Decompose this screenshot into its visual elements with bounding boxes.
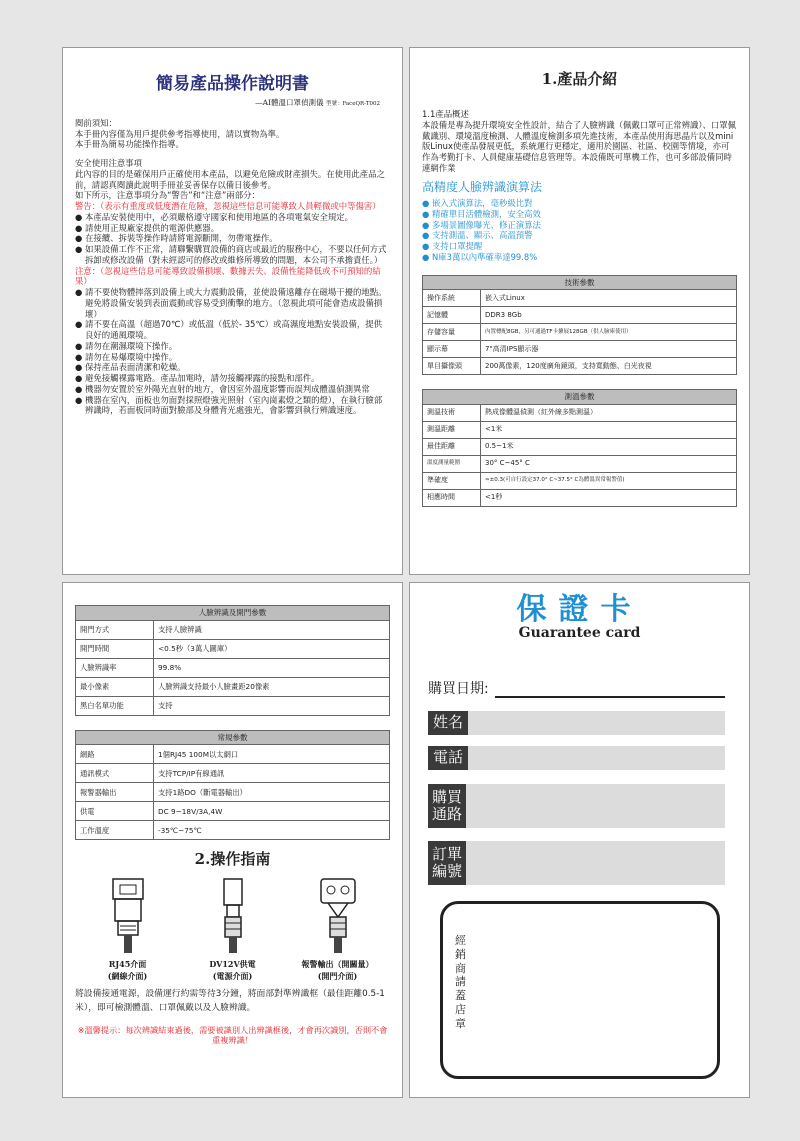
rj45-icon: [105, 877, 151, 955]
manual-title: 簡易產品操作說明書: [156, 74, 309, 94]
dc-plug-icon: [210, 877, 256, 955]
table-header: 人臉辨識及開門參數: [76, 606, 390, 621]
date-label: 購買日期:: [428, 681, 489, 698]
table-row: 報警器輸出 支持1路DO（斷電器輸出）: [76, 783, 390, 802]
temp-table: [422, 389, 737, 507]
table-row: 測溫距離 <1米: [423, 421, 737, 438]
safety-text: 此內容的目的是確保用戶正確使用本產品，以避免危險或財產損失。在使用此產品之前，請認真閱讀此說明手冊並妥善保存以備日後參考。: [75, 168, 385, 190]
list-item: ● 請勿在潮濕環境下操作。: [75, 340, 178, 351]
table-row: 顯示幕 7"高清IPS顯示器: [423, 341, 737, 358]
notice-head: 閱前須知：: [75, 117, 117, 128]
warning-label: 警告：（表示有重度或低度潛在危險，忽視這些信息可能導致人員輕微或中等傷害）: [75, 201, 381, 212]
list-item: ● 如果設備工作不正常，請聯繫購買設備的商店或最近的服務中心，不要以任何方式拆卸或修改設備（對未經認可的修改或維修所導致的問題，本公司不承擔責任。）: [75, 244, 387, 265]
algo-head: 高精度人臉辨識演算法: [422, 179, 543, 194]
field-box[interactable]: [468, 711, 725, 735]
connector-label: DV12V供電 (電源介面): [209, 959, 256, 982]
list-item: ● 請不要在高溫（超過70℃）或低溫（低於- 35℃）或高濕度地點安裝設備，提供良好的通風環境。: [75, 319, 383, 341]
algo-list: [422, 198, 737, 263]
notice-line: 本手冊內容僅為用戶提供參考指導使用，請以實物為準。: [75, 128, 285, 139]
warning-list: [75, 212, 390, 266]
table-row: 供電 DC 9~18V/3A,4W: [76, 802, 390, 821]
table-row: 開門時間 <0.5秒（3萬人圖庫）: [76, 639, 390, 658]
table-row: 黑白名單功能 支持: [76, 696, 390, 715]
card-subtitle: Guarantee card: [518, 625, 641, 642]
model-number: 型號：FaceQR-T002: [325, 100, 380, 107]
alarm-connector: [288, 877, 388, 982]
guide-title: 2.操作指南: [194, 850, 271, 869]
list-item: ● 機器在室內，面板也勿面對採照燈強光照射（室內崗素燈之類的燈），在執行臉部辨識時，若面板同時面對臉部及身體背光處強光，會影響到執行辨識速度。: [75, 394, 383, 416]
list-item: ● 請不要使物體摔落到設備上或大力震動設備，並使設備遠離存在磁場干擾的地點。避免將設備安裝到表面震動或容易受到衝擊的地方。（忽視此項可能會造成設備損壞）: [75, 287, 387, 319]
list-item: ● 請使用正規廠家提供的電源供應器。: [75, 222, 219, 233]
list-item: ● 機器勿安置於室外陽光直射的地方，會因室外溫度影響而誤判成體溫偵測異常: [75, 383, 370, 394]
table-row: 記憶體 DDR3 8Gb: [423, 307, 737, 324]
field-channel: [428, 784, 725, 828]
table-row: 操作系統 嵌入式Linux: [423, 290, 737, 307]
list-item: ● 精確單目活體檢測，安全高效: [422, 208, 541, 219]
table-row: 溫度測量範圍 30° C~45° C: [423, 455, 737, 472]
tip-text: ※溫馨提示：每次辨識結束過後，需要被識別人出辨識框後，才會再次識別，否則不會重複辨識！: [77, 1024, 388, 1046]
card-title: 保證卡: [516, 592, 643, 627]
field-label: 購買通路: [428, 784, 466, 828]
table-header: 常規參數: [76, 730, 390, 745]
connector-diagram: [75, 877, 390, 982]
dc-connector: [183, 877, 283, 982]
list-item: ● 支持口罩提醒: [422, 241, 483, 252]
overview-head: 1.1產品概述: [422, 109, 469, 120]
general-table: [75, 730, 390, 841]
dealer-stamp-box[interactable]: [440, 901, 720, 1079]
table-row: 相應時間 <1秒: [423, 489, 737, 506]
field-box[interactable]: [466, 784, 725, 828]
manual-subtitle: —AI體溫口罩偵測儀 型號：FaceQR-T002: [255, 97, 380, 107]
table-row: 存儲容量 內置標配8GB，另可通過TF卡擴展128GB（供人臉庫使用）: [423, 324, 737, 341]
terminal-icon: [315, 877, 361, 955]
list-item: ● N庫3萬以內準確率達99.8%: [422, 251, 538, 262]
table-row: 網路 1個RJ45 100M以太網口: [76, 745, 390, 764]
intro-panel: [409, 47, 750, 575]
field-box[interactable]: [466, 841, 725, 885]
list-item: ● 請勿在易爆環境中操作。: [75, 351, 178, 362]
field-order: [428, 841, 725, 885]
table-row: 工作溫度 -35℃~75℃: [76, 821, 390, 840]
face-table: [75, 605, 390, 716]
safety-head: 安全使用注意事項: [75, 158, 142, 169]
table-row: 開門方式 支持人臉辨識: [76, 620, 390, 639]
safety-types: 如下所示，注意事項分為“警告”和“注意”兩部分：: [75, 190, 260, 201]
table-row: 最佳距離 0.5~1米: [423, 438, 737, 455]
field-label: 訂單編號: [428, 841, 466, 885]
purchase-date: [428, 679, 725, 701]
dealer-label: 經銷商請蓋店章: [455, 934, 466, 1030]
intro-title: 1.產品介紹: [541, 70, 618, 88]
manual-panel: [62, 47, 403, 575]
connector-label: 報警輸出（開關量） (開門介面): [301, 959, 374, 982]
table-row: 測溫技術 熱成像體溫偵測（紅外線多點測溫）: [423, 404, 737, 421]
date-line[interactable]: [495, 682, 725, 698]
notice-line: 本手冊為簡易功能操作指導。: [75, 139, 184, 150]
guide-text: 將設備接通電源，設備運行約需等待3分鐘，將面部對準辨識框（最佳距離0.5-1米），即可檢測體溫、口罩佩戴以及人臉辨識。: [75, 989, 385, 1013]
caution-label: 注意：（忽視這些信息可能導致設備損壞、數據丟失、設備性能降低或不可預知的結果）: [75, 265, 381, 287]
field-phone: [428, 746, 725, 770]
list-item: ● 在接纜、拆裝等操作時請將電源斷開，勿帶電操作。: [75, 233, 278, 244]
rj45-connector: [78, 877, 178, 982]
list-item: ● 支持測溫、顯示、高溫預警: [422, 230, 533, 241]
table-header: 測溫參數: [423, 390, 737, 405]
tech-table: [422, 275, 737, 376]
field-label: 電話: [428, 746, 468, 770]
field-label: 姓名: [428, 711, 468, 735]
table-row: 準確度 ≈±0.3(可自行設定37.0° C~37.5° C為體溫異常報警值): [423, 472, 737, 489]
caution-list: [75, 287, 390, 416]
table-row: 最小像素 人臉辨識支持最小人臉畫距20像素: [76, 677, 390, 696]
list-item: ● 多場景圖像曝光、修正演算法: [422, 219, 541, 230]
field-box[interactable]: [468, 746, 725, 770]
table-row: 人臉辨識率 99.8%: [76, 658, 390, 677]
table-row: 通訊模式 支持TCP/IP有線通訊: [76, 764, 390, 783]
table-row: 單目攝像頭 200萬像素，120度廣角鏡頭，支持寬動態、白光夜視: [423, 358, 737, 375]
overview-text: 本設備是專為提升環境安全性設計，結合了人臉辨識（佩戴口罩可正常辨識）、口罩佩戴識別、環境溫度檢測、人體溫度檢測多項先進技術，本產品使用海思晶片以及mini版Linux使產品發展更低，系統運行更穩定，適用於園區、社區、校園等情境，亦可作為考勤打卡、人員健康基礎信息管理等。本設備既可單機工作，也可多部設備同時連網作業: [422, 119, 737, 173]
list-item: ● 本產品安裝使用中，必須嚴格遵守國家和使用地區的各項電氣安全規定。: [75, 211, 353, 222]
spec-panel: [62, 582, 403, 1098]
guarantee-card: [409, 582, 750, 1098]
connector-label: RJ45介面 (網線介面): [107, 959, 148, 982]
list-item: ● 避免接觸裸露電路。產品加電時，請勿接觸裸露的接點和部件。: [75, 373, 320, 384]
field-name: [428, 711, 725, 735]
table-header: 技術參數: [423, 275, 737, 290]
list-item: ● 保持產品表面清潔和乾燥。: [75, 362, 186, 373]
list-item: ● 嵌入式演算法，毫秒級比對: [422, 198, 533, 209]
